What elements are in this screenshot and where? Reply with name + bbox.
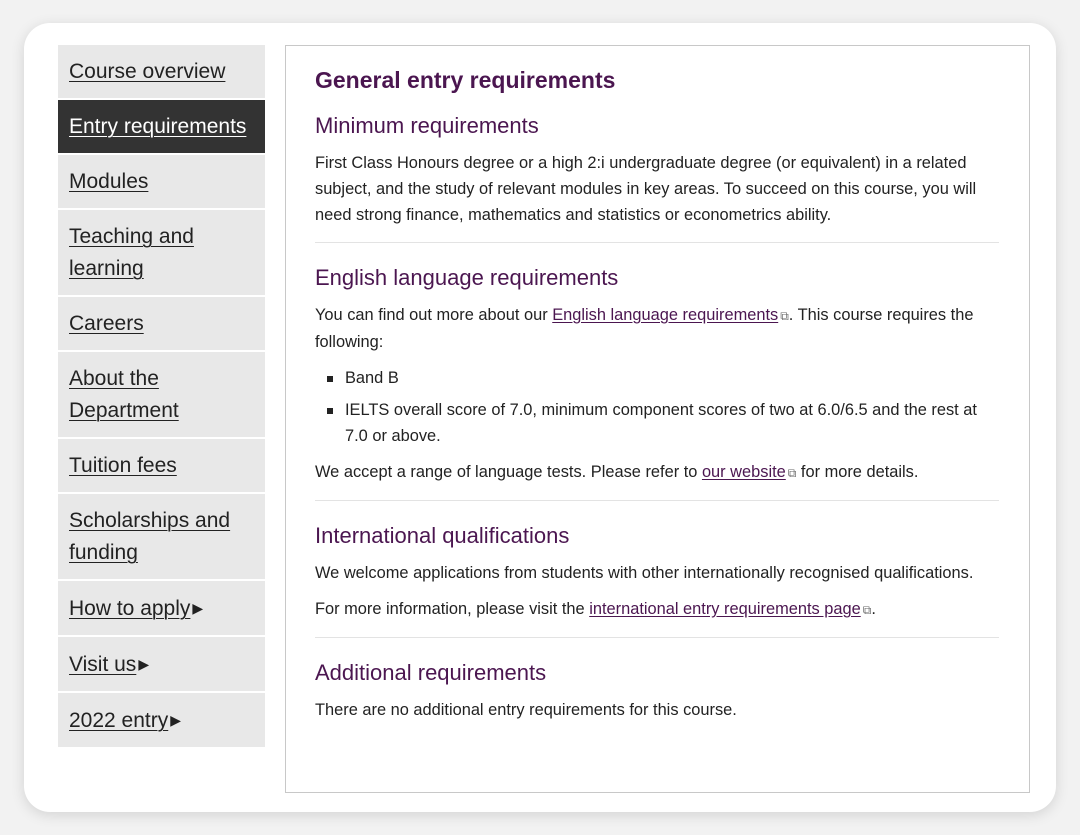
external-link-icon: ⧉ xyxy=(787,466,797,480)
additional-requirements-section xyxy=(315,659,999,723)
international-entry-requirements-link[interactable]: international entry requirements page xyxy=(589,600,861,618)
international-text: We welcome applications from students with other internationally recognised qualifications. xyxy=(315,564,974,582)
sidebar-item-visit-us[interactable]: Visit us ▶ xyxy=(58,637,265,693)
international-info-text: For more information, please visit the international entry requirements page ⧉. xyxy=(315,600,876,618)
sidebar-item-modules[interactable]: Modules xyxy=(58,155,265,210)
external-link-icon: ⧉ xyxy=(862,603,872,617)
english-language-section xyxy=(315,264,999,486)
page-title: General entry requirements xyxy=(315,67,616,93)
section-heading: Minimum requirements xyxy=(315,113,539,138)
sidebar-item-tuition-fees[interactable]: Tuition fees xyxy=(58,439,265,494)
sidebar-item-scholarships-and-funding[interactable]: Scholarships and funding xyxy=(58,494,265,581)
list-item: Band B xyxy=(327,365,999,391)
course-nav-sidebar xyxy=(58,45,265,749)
sidebar-item-teaching-and-learning[interactable]: Teaching and learning xyxy=(58,210,265,297)
our-website-link[interactable]: our website xyxy=(701,463,786,481)
triangle-right-icon: ▶ xyxy=(138,656,150,672)
list-item: IELTS overall score of 7.0, minimum component scores of two at 6.0/6.5 and the rest at 7.0 or above. xyxy=(327,397,999,449)
english-language-requirements-link[interactable]: English language requirements xyxy=(552,306,779,324)
section-heading: English language requirements xyxy=(315,265,619,290)
international-qualifications-section xyxy=(315,522,999,623)
sidebar-item-2022-entry[interactable]: 2022 entry ▶ xyxy=(58,693,265,749)
triangle-right-icon: ▶ xyxy=(192,600,204,616)
external-link-icon: ⧉ xyxy=(780,309,789,323)
additional-requirements-text: There are no additional entry requirements for this course. xyxy=(315,701,737,719)
sidebar-item-careers[interactable]: Careers xyxy=(58,297,265,352)
section-divider xyxy=(315,242,999,243)
triangle-right-icon: ▶ xyxy=(170,712,182,728)
english-requirements-list xyxy=(327,365,999,449)
minimum-requirements-section xyxy=(315,112,999,228)
section-divider xyxy=(315,500,999,501)
section-heading: Additional requirements xyxy=(315,660,547,685)
english-intro-text: You can find out more about our English language requirements ⧉. This course requires the following: xyxy=(315,306,974,351)
section-divider xyxy=(315,637,999,638)
entry-requirements-panel xyxy=(285,45,1030,793)
language-tests-text: We accept a range of language tests. Please refer to our website ⧉ for more details. xyxy=(315,463,919,481)
section-heading: International qualifications xyxy=(315,523,570,548)
sidebar-item-how-to-apply[interactable]: How to apply ▶ xyxy=(58,581,265,637)
sidebar-item-about-the-department[interactable]: About the Department xyxy=(58,352,265,439)
sidebar-item-entry-requirements[interactable]: Entry requirements xyxy=(58,100,265,155)
sidebar-item-course-overview[interactable]: Course overview xyxy=(58,45,265,100)
minimum-requirements-text: First Class Honours degree or a high 2:i undergraduate degree (or equivalent) in a related subject, and the study of relevant modules in key areas. To succeed on this course, you will need strong finance, mathematics and statistics or econometrics ability. xyxy=(315,154,977,224)
